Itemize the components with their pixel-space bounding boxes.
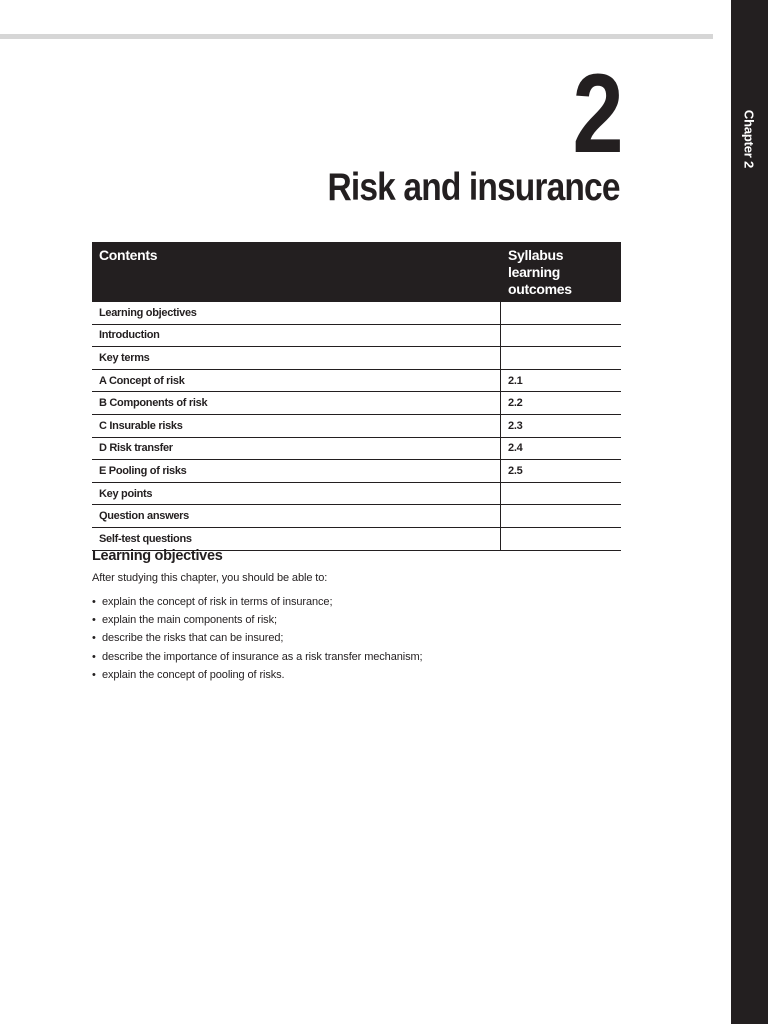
- contents-item: D Risk transfer: [92, 437, 501, 460]
- list-item: [92, 629, 423, 647]
- chapter-number: 2: [572, 51, 620, 176]
- table-row: [92, 414, 621, 437]
- bullet-icon: •: [92, 632, 96, 645]
- list-item: [92, 666, 423, 684]
- list-item-text: explain the concept of risk in terms of insurance;: [102, 596, 333, 608]
- list-item-text: explain the concept of pooling of risks.: [102, 668, 285, 681]
- contents-item: B Components of risk: [92, 392, 501, 415]
- contents-item: A Concept of risk: [92, 369, 501, 392]
- list-item-text: describe the risks that can be insured;: [102, 632, 284, 645]
- table-row: [92, 460, 621, 483]
- contents-item: Self-test questions: [92, 527, 501, 550]
- bullet-icon: •: [92, 614, 96, 627]
- list-item: [92, 648, 423, 666]
- chapter-title: Risk and insurance: [327, 166, 620, 209]
- list-item: [92, 611, 423, 629]
- contents-table: [92, 242, 621, 551]
- contents-item: Key terms: [92, 347, 501, 370]
- outcome-code: [501, 527, 622, 550]
- bullet-icon: •: [92, 668, 96, 681]
- outcomes-column-header: Syllabus learning outcomes: [501, 242, 622, 302]
- table-row: [92, 369, 621, 392]
- outcome-code: [501, 302, 622, 324]
- table-row: [92, 527, 621, 550]
- contents-item: Question answers: [92, 505, 501, 528]
- contents-item: E Pooling of risks: [92, 460, 501, 483]
- outcome-code: [501, 347, 622, 370]
- table-row: [92, 437, 621, 460]
- outcome-code: 2.1: [501, 369, 622, 392]
- table-row: [92, 347, 621, 370]
- contents-column-header: Contents: [92, 242, 501, 302]
- top-divider-rule: [0, 34, 713, 39]
- outcome-code: [501, 505, 622, 528]
- learning-objectives-list: [92, 593, 423, 684]
- outcome-code: [501, 324, 622, 347]
- learning-objectives-heading: Learning objectives: [92, 548, 223, 564]
- outcome-code: 2.5: [501, 460, 622, 483]
- contents-table-header-row: [92, 242, 621, 302]
- table-row: [92, 505, 621, 528]
- list-item: [92, 593, 423, 611]
- list-item-text: describe the importance of insurance as a risk transfer mechanism;: [102, 650, 423, 663]
- outcome-code: 2.3: [501, 414, 622, 437]
- table-row: [92, 324, 621, 347]
- table-row: [92, 482, 621, 505]
- outcome-code: [501, 482, 622, 505]
- contents-item: Introduction: [92, 324, 501, 347]
- bullet-icon: •: [92, 596, 96, 608]
- contents-item: Learning objectives: [92, 302, 501, 324]
- bullet-icon: •: [92, 650, 96, 663]
- list-item-text: explain the main components of risk;: [102, 614, 277, 627]
- learning-objectives-intro: After studying this chapter, you should be able to:: [92, 572, 328, 584]
- table-row: [92, 302, 621, 324]
- outcome-code: 2.2: [501, 392, 622, 415]
- contents-item: C Insurable risks: [92, 414, 501, 437]
- outcome-code: 2.4: [501, 437, 622, 460]
- chapter-side-tab-label: Chapter 2: [741, 109, 757, 169]
- contents-item: Key points: [92, 482, 501, 505]
- table-row: [92, 392, 621, 415]
